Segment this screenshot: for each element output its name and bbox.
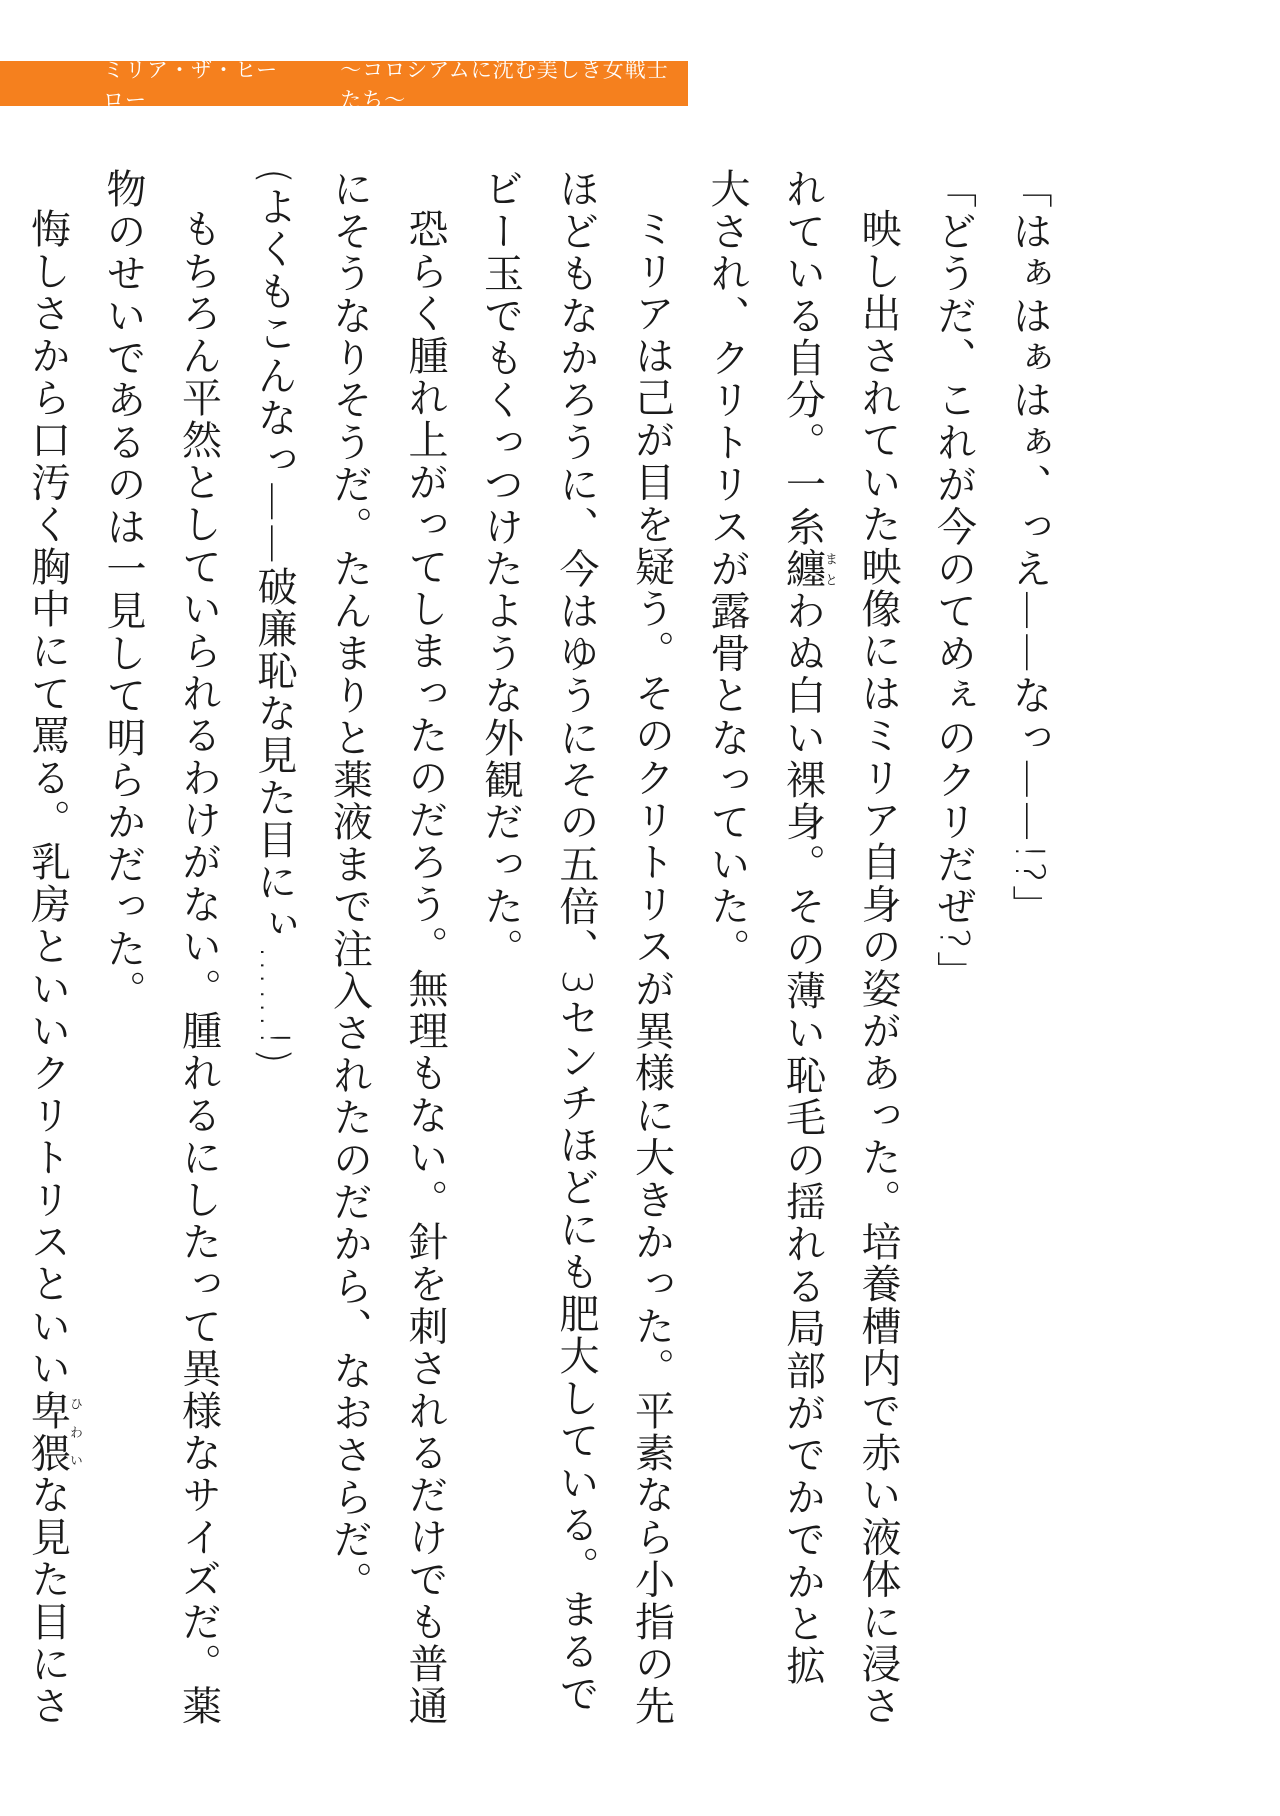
ruby-base: 卑猥 [24, 1389, 71, 1475]
ruby-reading: まと [822, 547, 837, 591]
paragraph [236, 168, 312, 1728]
running-header [0, 57, 688, 112]
paragraph-text: ミリアは己が目を疑う。そのクリトリスが異様に大きかった。平素なら小指の先ほどもなかろうに、今はゆうにその五倍、3センチほどにも肥大している。まるでビー玉でもくっつけたような外観だった。 [477, 168, 675, 1728]
ruby-annotation [24, 1389, 82, 1475]
paragraph-text: 恐らく腫れ上がってしまったのだろう。無理もない。針を刺されるだけでも普通にそうなりそうだ。たんまりと薬液まで注入されたのだから、なおさらだ。 [326, 168, 448, 1728]
paragraph-text: もちろん平然としていられるわけがない。腫れるにしたって異様なサイズだ。薬物のせいであるのは一見して明らかだった。 [100, 168, 222, 1728]
paragraph-text: な見た目にさ [24, 1474, 71, 1728]
paragraph [85, 168, 236, 1728]
paragraph [462, 168, 689, 1728]
paragraph-text: 映し出されていた映像にはミリア自身の姿があった。培養槽内で赤い液体に浸されている自分。一糸 [779, 168, 901, 1728]
book-subtitle: 〜コロシアムに沈む美しき女戦士たち〜 [340, 57, 669, 112]
ruby-annotation [779, 547, 837, 591]
paragraph-text: 「はぁはぁはぁ、っえ——なっ——!?」 [1006, 168, 1052, 928]
book-title: ミリア・ザ・ヒーロー [103, 57, 279, 112]
paragraph [991, 168, 1067, 1728]
paragraph [311, 168, 462, 1728]
ruby-reading: ひわい [67, 1389, 82, 1475]
paragraph [689, 168, 916, 1728]
paragraph [0, 168, 85, 1728]
ruby-base: 纏 [779, 547, 826, 591]
paragraph-text: 悔しさから口汚く胸中にて罵る。乳房といいクリトリスといい [24, 208, 71, 1390]
paragraph-text: わぬ白い裸身。その薄い恥毛の揺れる局部がでかでかと拡大され、クリトリスが露骨となっていた。 [704, 168, 826, 1688]
paragraph [915, 168, 991, 1728]
vertical-body-text [24, 168, 1066, 1728]
paragraph-text: 「どうだ、これが今のてめぇのクリだぜ?」 [930, 168, 977, 994]
paragraph-text: (よくもこんなっ——破廉恥な見た目にぃ……!) [251, 168, 297, 1066]
